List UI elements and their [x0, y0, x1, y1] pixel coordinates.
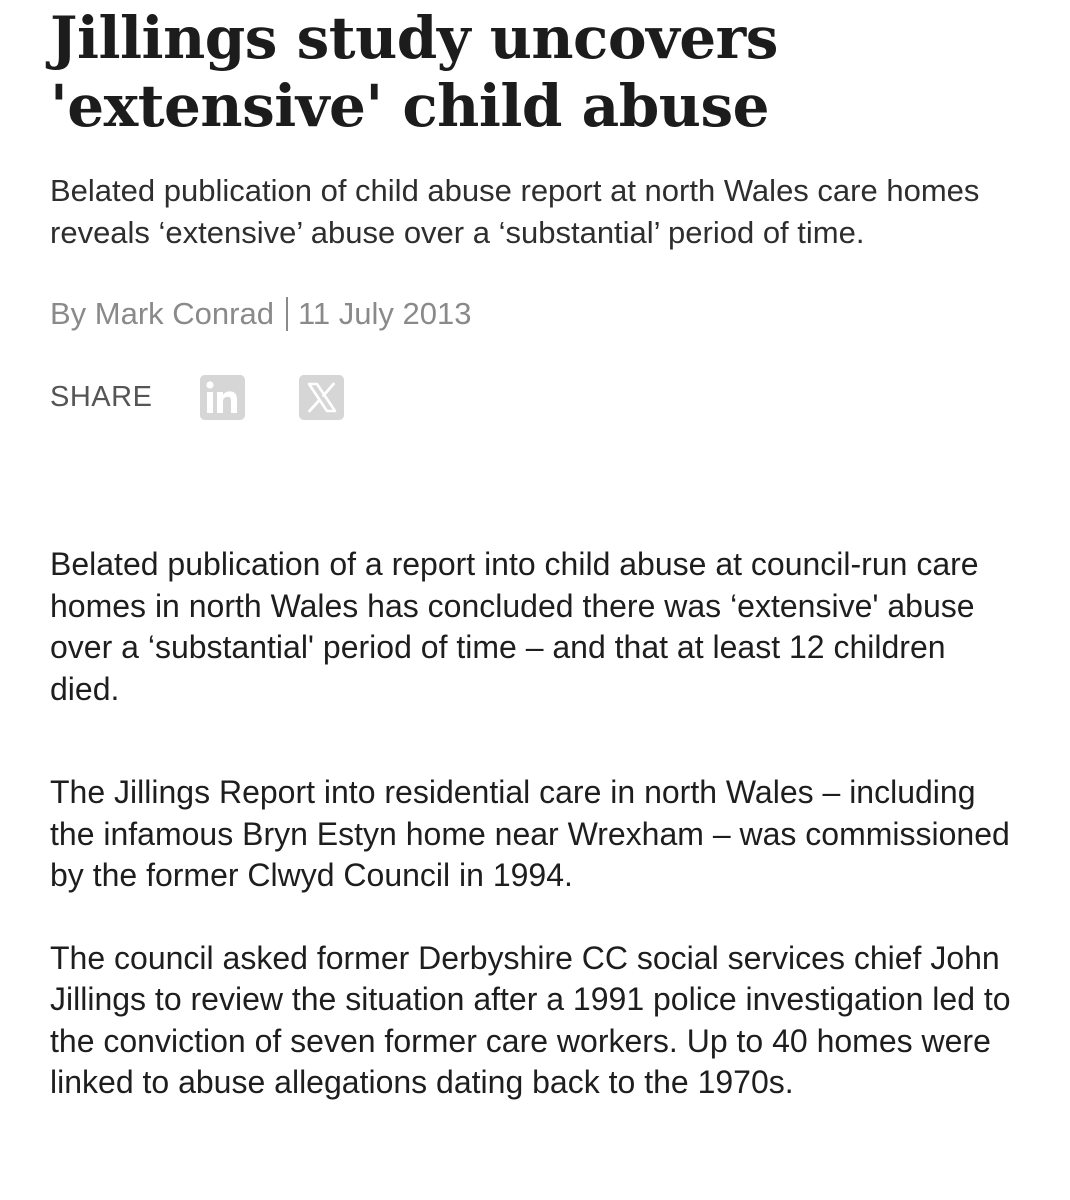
byline-separator — [286, 297, 288, 331]
share-label: SHARE — [50, 380, 153, 413]
linkedin-icon — [200, 375, 245, 420]
article-paragraph: The Jillings Report into residential care in north Wales – including the infamous Bryn Estyn home near Wrexham – was commissioned by the former Clwyd Council in 1994. — [50, 774, 1010, 893]
x-share-button[interactable] — [299, 375, 344, 420]
article-body — [50, 544, 1020, 1104]
byline-author[interactable]: By Mark Conrad — [50, 296, 274, 331]
linkedin-share-button[interactable] — [200, 375, 245, 420]
article-headline: Jillings study uncovers 'extensive' child abuse — [50, 4, 778, 140]
article-standfirst: Belated publication of child abuse report at north Wales care homes reveals ‘extensive’ abuse over a ‘substantial’ period of time. — [50, 173, 980, 250]
byline-date: 11 July 2013 — [297, 296, 472, 331]
share-bar — [50, 374, 1030, 420]
byline — [50, 294, 1030, 334]
article — [50, 0, 1030, 1104]
article-paragraph: Belated publication of a report into child abuse at council-run care homes in north Wales has concluded there was ‘extensive' abuse over a ‘substantial' period of time – and that at least 12 children died. — [50, 546, 979, 707]
article-paragraph: The council asked former Derbyshire CC social services chief John Jillings to review the situation after a 1991 police investigation led to the conviction of seven former care workers. Up to 40 homes were linked to abuse allegations dating back to the 1970s. — [50, 939, 1011, 1100]
x-icon — [299, 375, 344, 420]
